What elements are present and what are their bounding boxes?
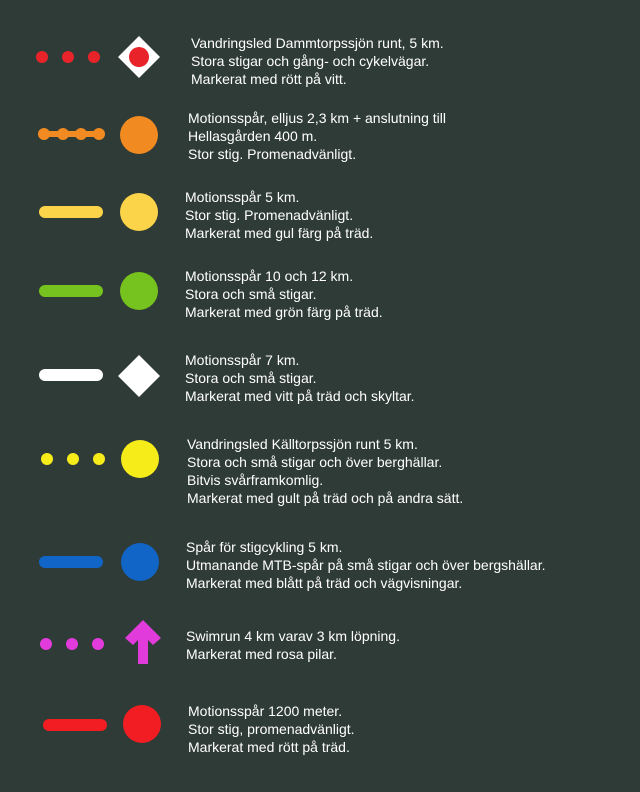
legend-text-line: Markerat med blått på träd och vägvisningar.	[186, 575, 463, 591]
yellow-circle-icon	[120, 439, 160, 479]
beaded-line-symbol	[36, 125, 106, 143]
dot	[62, 51, 74, 63]
legend-text-line: Spår för stigcykling 5 km.	[186, 539, 343, 555]
legend-text-line: Stor stig, promenadvänligt.	[188, 721, 355, 737]
legend-text-line: Stora och små stigar.	[185, 286, 317, 302]
legend-description	[185, 188, 373, 242]
dotted-line-symbol	[32, 48, 104, 66]
solid-line-symbol	[42, 718, 108, 732]
legend-text-line: Markerat med rött på vitt.	[191, 71, 347, 87]
legend-description	[185, 351, 415, 405]
green-circle-icon	[119, 271, 159, 311]
legend-text-line: Markerat med rosa pilar.	[186, 646, 337, 662]
legend-text-line: Stora och små stigar och över berghällar.	[187, 454, 443, 470]
solid-line-symbol	[38, 205, 104, 219]
yellow-circle-icon	[119, 192, 159, 232]
dot	[93, 453, 105, 465]
legend-text-line: Motionsspår 10 och 12 km.	[185, 268, 354, 284]
dot	[36, 51, 48, 63]
legend-text-line: Stora stigar och gång- och cykelvägar.	[191, 53, 430, 69]
legend-text-line: Utmanande MTB-spår på små stigar och över bergshällar.	[186, 557, 546, 573]
legend-description	[186, 538, 546, 592]
legend-text-line: Motionsspår, elljus 2,3 km + anslutning till	[188, 110, 446, 126]
blue-circle-icon	[120, 542, 160, 582]
legend-text-line: Markerat med rött på träd.	[188, 739, 350, 755]
legend-text-line: Markerat med gul färg på träd.	[185, 225, 374, 241]
legend-description	[187, 435, 463, 507]
legend-description	[185, 267, 383, 321]
dotted-line-symbol	[38, 450, 108, 468]
legend-text-line: Motionsspår 7 km.	[185, 352, 300, 368]
dotted-line-symbol	[37, 635, 107, 653]
dot	[88, 51, 100, 63]
legend-text-line: Markerat med grön färg på träd.	[185, 304, 383, 320]
legend-text-line: Stora och små stigar.	[185, 370, 317, 386]
legend-text-line: Markerat med vitt på träd och skyltar.	[185, 388, 415, 404]
legend-text-line: Stor stig. Promenadvänligt.	[188, 146, 357, 162]
solid-line-symbol	[38, 368, 104, 382]
legend-text-line: Swimrun 4 km varav 3 km löpning.	[186, 628, 400, 644]
dot	[67, 453, 79, 465]
legend-description	[188, 702, 355, 756]
legend-description	[191, 34, 444, 88]
solid-line-symbol	[38, 284, 104, 298]
legend-description	[186, 627, 400, 663]
red-dot-diamond-icon	[117, 35, 161, 79]
dot	[40, 638, 52, 650]
orange-circle-icon	[119, 115, 159, 155]
dot	[41, 453, 53, 465]
dot	[66, 638, 78, 650]
legend-text-line: Markerat med gult på träd och på andra sätt.	[187, 490, 464, 506]
legend-text-line: Motionsspår 1200 meter.	[188, 703, 343, 719]
legend-text-line: Vandringsled Källtorpssjön runt 5 km.	[187, 436, 418, 452]
legend-text-line: Hellasgården 400 m.	[188, 128, 318, 144]
legend-text-line: Vandringsled Dammtorpssjön runt, 5 km.	[191, 35, 444, 51]
legend-description	[188, 109, 446, 163]
legend-text-line: Bitvis svårframkomlig.	[187, 472, 324, 488]
legend-text-line: Stor stig. Promenadvänligt.	[185, 207, 354, 223]
arrow-up-icon	[119, 618, 167, 666]
red-circle-icon	[122, 704, 162, 744]
solid-line-symbol	[38, 555, 104, 569]
dot	[92, 638, 104, 650]
legend-text-line: Motionsspår 5 km.	[185, 189, 300, 205]
white-diamond-icon	[117, 354, 161, 398]
